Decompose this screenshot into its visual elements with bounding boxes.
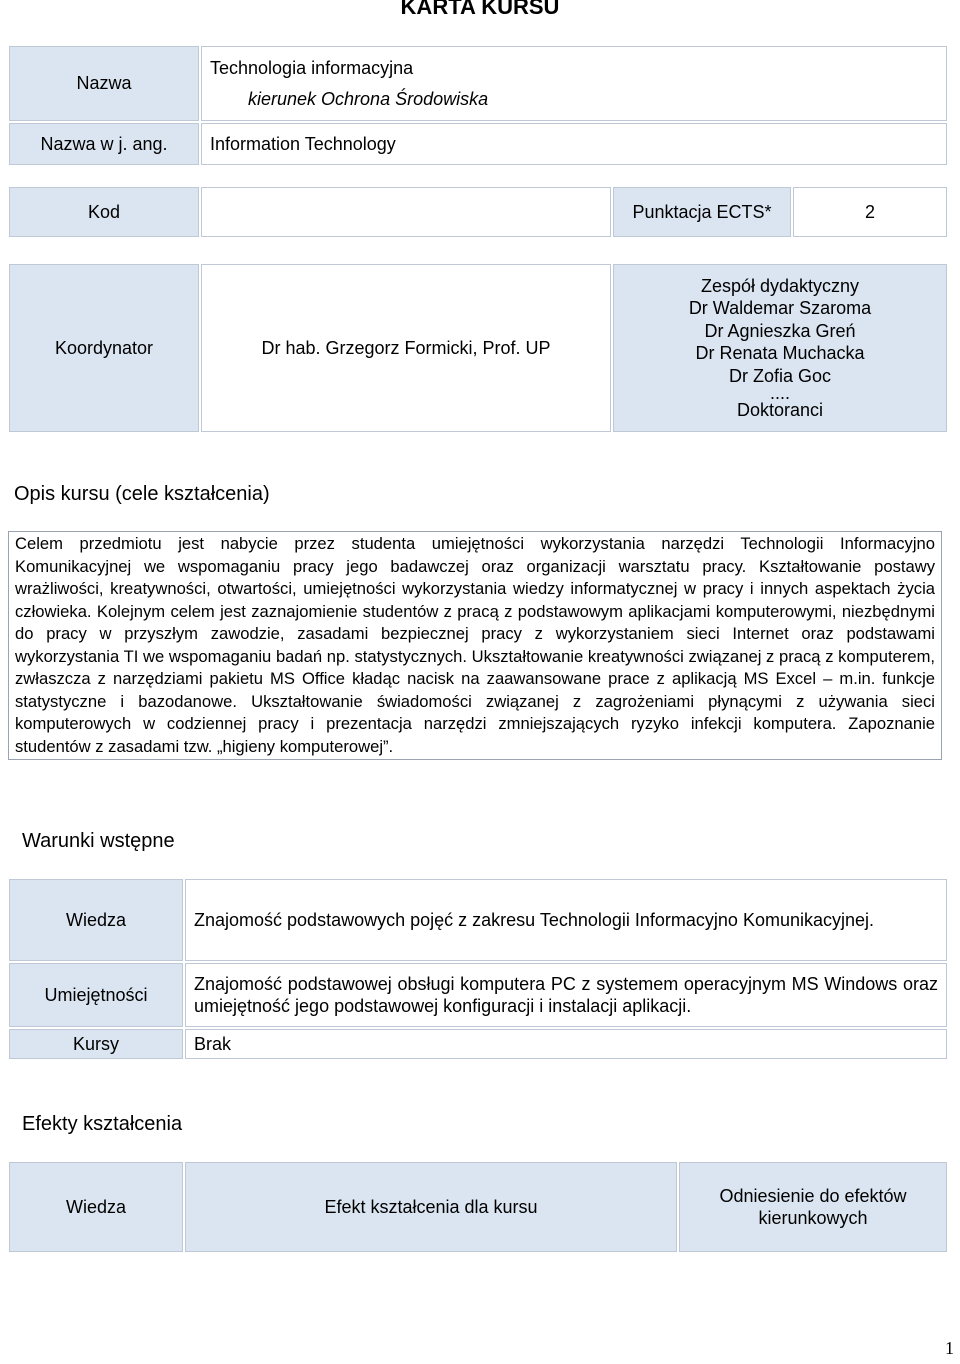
description-heading: Opis kursu (cele kształcenia) — [14, 483, 270, 505]
course-name-en: Information Technology — [201, 123, 947, 165]
ects-label: Punktacja ECTS* — [613, 187, 791, 237]
coordinator-table — [7, 262, 949, 434]
team-member: Dr Waldemar Szaroma — [688, 298, 872, 318]
outcomes-table — [7, 1160, 949, 1254]
name-en-label: Nazwa w j. ang. — [9, 123, 199, 165]
ects-value: 2 — [793, 187, 947, 237]
prerequisites-table — [7, 877, 949, 1061]
outcomes-col-knowledge: Wiedza — [9, 1162, 183, 1252]
team-member: Doktoranci — [736, 400, 824, 420]
prereq-label-knowledge: Wiedza — [9, 879, 183, 961]
team-member: Dr Zofia Goc — [728, 365, 832, 386]
prereq-value-skills: Znajomość podstawowej obsługi komputera PC z systemem operacyjnym MS Windows oraz umiejętność jego podstawowej konfiguracji i instalacji aplikacji. — [185, 963, 947, 1027]
prereq-value-knowledge: Znajomość podstawowych pojęć z zakresu Technologii Informacyjno Komunikacyjnej. — [185, 879, 947, 961]
name-value-cell — [201, 46, 947, 121]
code-label: Kod — [9, 187, 199, 237]
prereq-label-courses: Kursy — [9, 1029, 183, 1059]
outcomes-col-reference: Odniesienie do efektów kierunkowych — [679, 1162, 947, 1252]
course-name: Technologia informacyjna — [210, 57, 414, 78]
prerequisites-heading: Warunki wstępne — [22, 830, 175, 852]
code-value — [201, 187, 611, 237]
team-title: Zespół dydaktyczny — [700, 275, 860, 296]
name-table — [7, 44, 949, 167]
team-member: Dr Agnieszka Greń — [704, 320, 856, 341]
description-text: Celem przedmiotu jest nabycie przez studenta umiejętności wykorzystania narzędzi Technologii Informacyjno Komunikacyjnej we wspomaganiu pracy jego badawczej oraz organizacji warsztatu pracy. Kształtowanie postawy wrażliwości, kreatywności, otwartości, umiejętności wykorzystania wiedzy informatycznej w pracy i innych aspektach życia człowieka. Kolejnym celem jest zaznajomienie studentów z pracą z podstawowym aplikacjami komputerowymi, niezbędnymi do pracy w przyszłym zawodzie, zasadami bezpiecznej pracy z wykorzystaniem sieci Internet oraz podstawami wykorzystania TI we wspomaganiu badań np. statystycznych. Ukształtowanie kreatywności związanej z pracą z komputerem, zwłaszcza z narzędziami pakietu MS Office kładąc nacisk na zaawansowane prace z aplikacją MS Excel – m.in. funkcje statystyczne i bazodanowe. Ukształtowanie świadomości związanej z zagrożeniami płynącymi z używania sieci komputerowych w codziennej pracy i prezentacja narzędzi zmniejszających ryzyko infekcji komputera. Zapoznanie studentów z zasadami tzw. „higieny komputerowej”. — [8, 531, 942, 760]
coordinator-label: Koordynator — [9, 264, 199, 432]
page-number: 1 — [945, 1338, 954, 1358]
document-title: KARTA KURSU — [400, 0, 560, 19]
prereq-value-courses: Brak — [185, 1029, 947, 1059]
course-subtitle: kierunek Ochrona Środowiska — [248, 88, 489, 109]
team-member: .... — [769, 383, 790, 403]
coordinator-value: Dr hab. Grzegorz Formicki, Prof. UP — [201, 264, 611, 432]
prereq-label-skills: Umiejętności — [9, 963, 183, 1027]
team-cell — [613, 264, 947, 432]
outcomes-heading: Efekty kształcenia — [22, 1113, 183, 1135]
code-table — [7, 185, 949, 239]
team-member: Dr Renata Muchacka — [695, 343, 865, 363]
name-label: Nazwa — [9, 46, 199, 121]
outcomes-col-effect: Efekt kształcenia dla kursu — [185, 1162, 677, 1252]
